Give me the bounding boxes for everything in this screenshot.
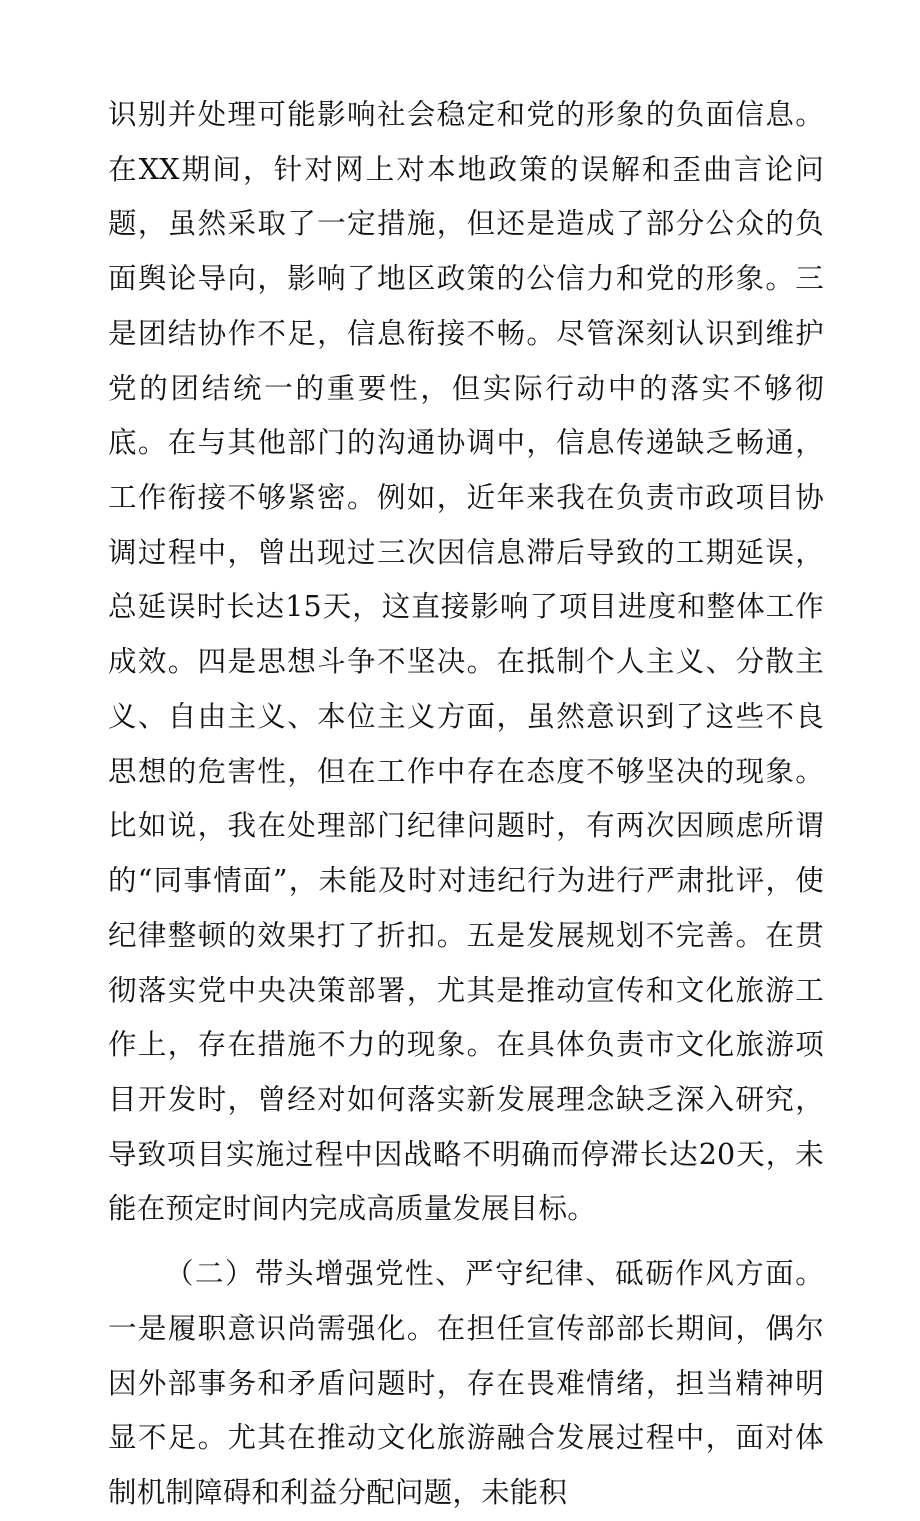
paragraph-2: （二）带头增强党性、严守纪律、砥砺作风方面。一是履职意识尚需强化。在担任宣传部部长期间，偶尔因外部事务和矛盾问题时，存在畏难情绪，担当精神明显不足。尤其在推动文化旅游融合发展过程中，面对体制机制障碍和利益分配问题，未能积 [108,1257,824,1509]
document-body [108,88,824,1521]
paragraph-1: 识别并处理可能影响社会稳定和党的形象的负面信息。在XX期间，针对网上对本地政策的误解和歪曲言论问题，虽然采取了一定措施，但还是造成了部分公众的负面舆论导向，影响了地区政策的公信力和党的形象。三是团结协作不足，信息衔接不畅。尽管深刻认识到维护党的团结统一的重要性，但实际行动中的落实不够彻底。在与其他部门的沟通协调中，信息传递缺乏畅通，工作衔接不够紧密。例如，近年来我在负责市政项目协调过程中，曾出现过三次因信息滞后导致的工期延误，总延误时长达15天，这直接影响了项目进度和整体工作成效。四是思想斗争不坚决。在抵制个人主义、分散主义、自由主义、本位主义方面，虽然意识到了这些不良思想的危害性，但在工作中存在态度不够坚决的现象。比如说，我在处理部门纪律问题时，有两次因顾虑所谓的“同事情面”，未能及时对违纪行为进行严肃批评，使纪律整顿的效果打了折扣。五是发展规划不完善。在贯彻落实党中央决策部署，尤其是推动宣传和文化旅游工作上，存在措施不力的现象。在具体负责市文化旅游项目开发时，曾经对如何落实新发展理念缺乏深入研究，导致项目实施过程中因战略不明确而停滞长达20天，未能在预定时间内完成高质量发展目标。 [108,98,824,1226]
